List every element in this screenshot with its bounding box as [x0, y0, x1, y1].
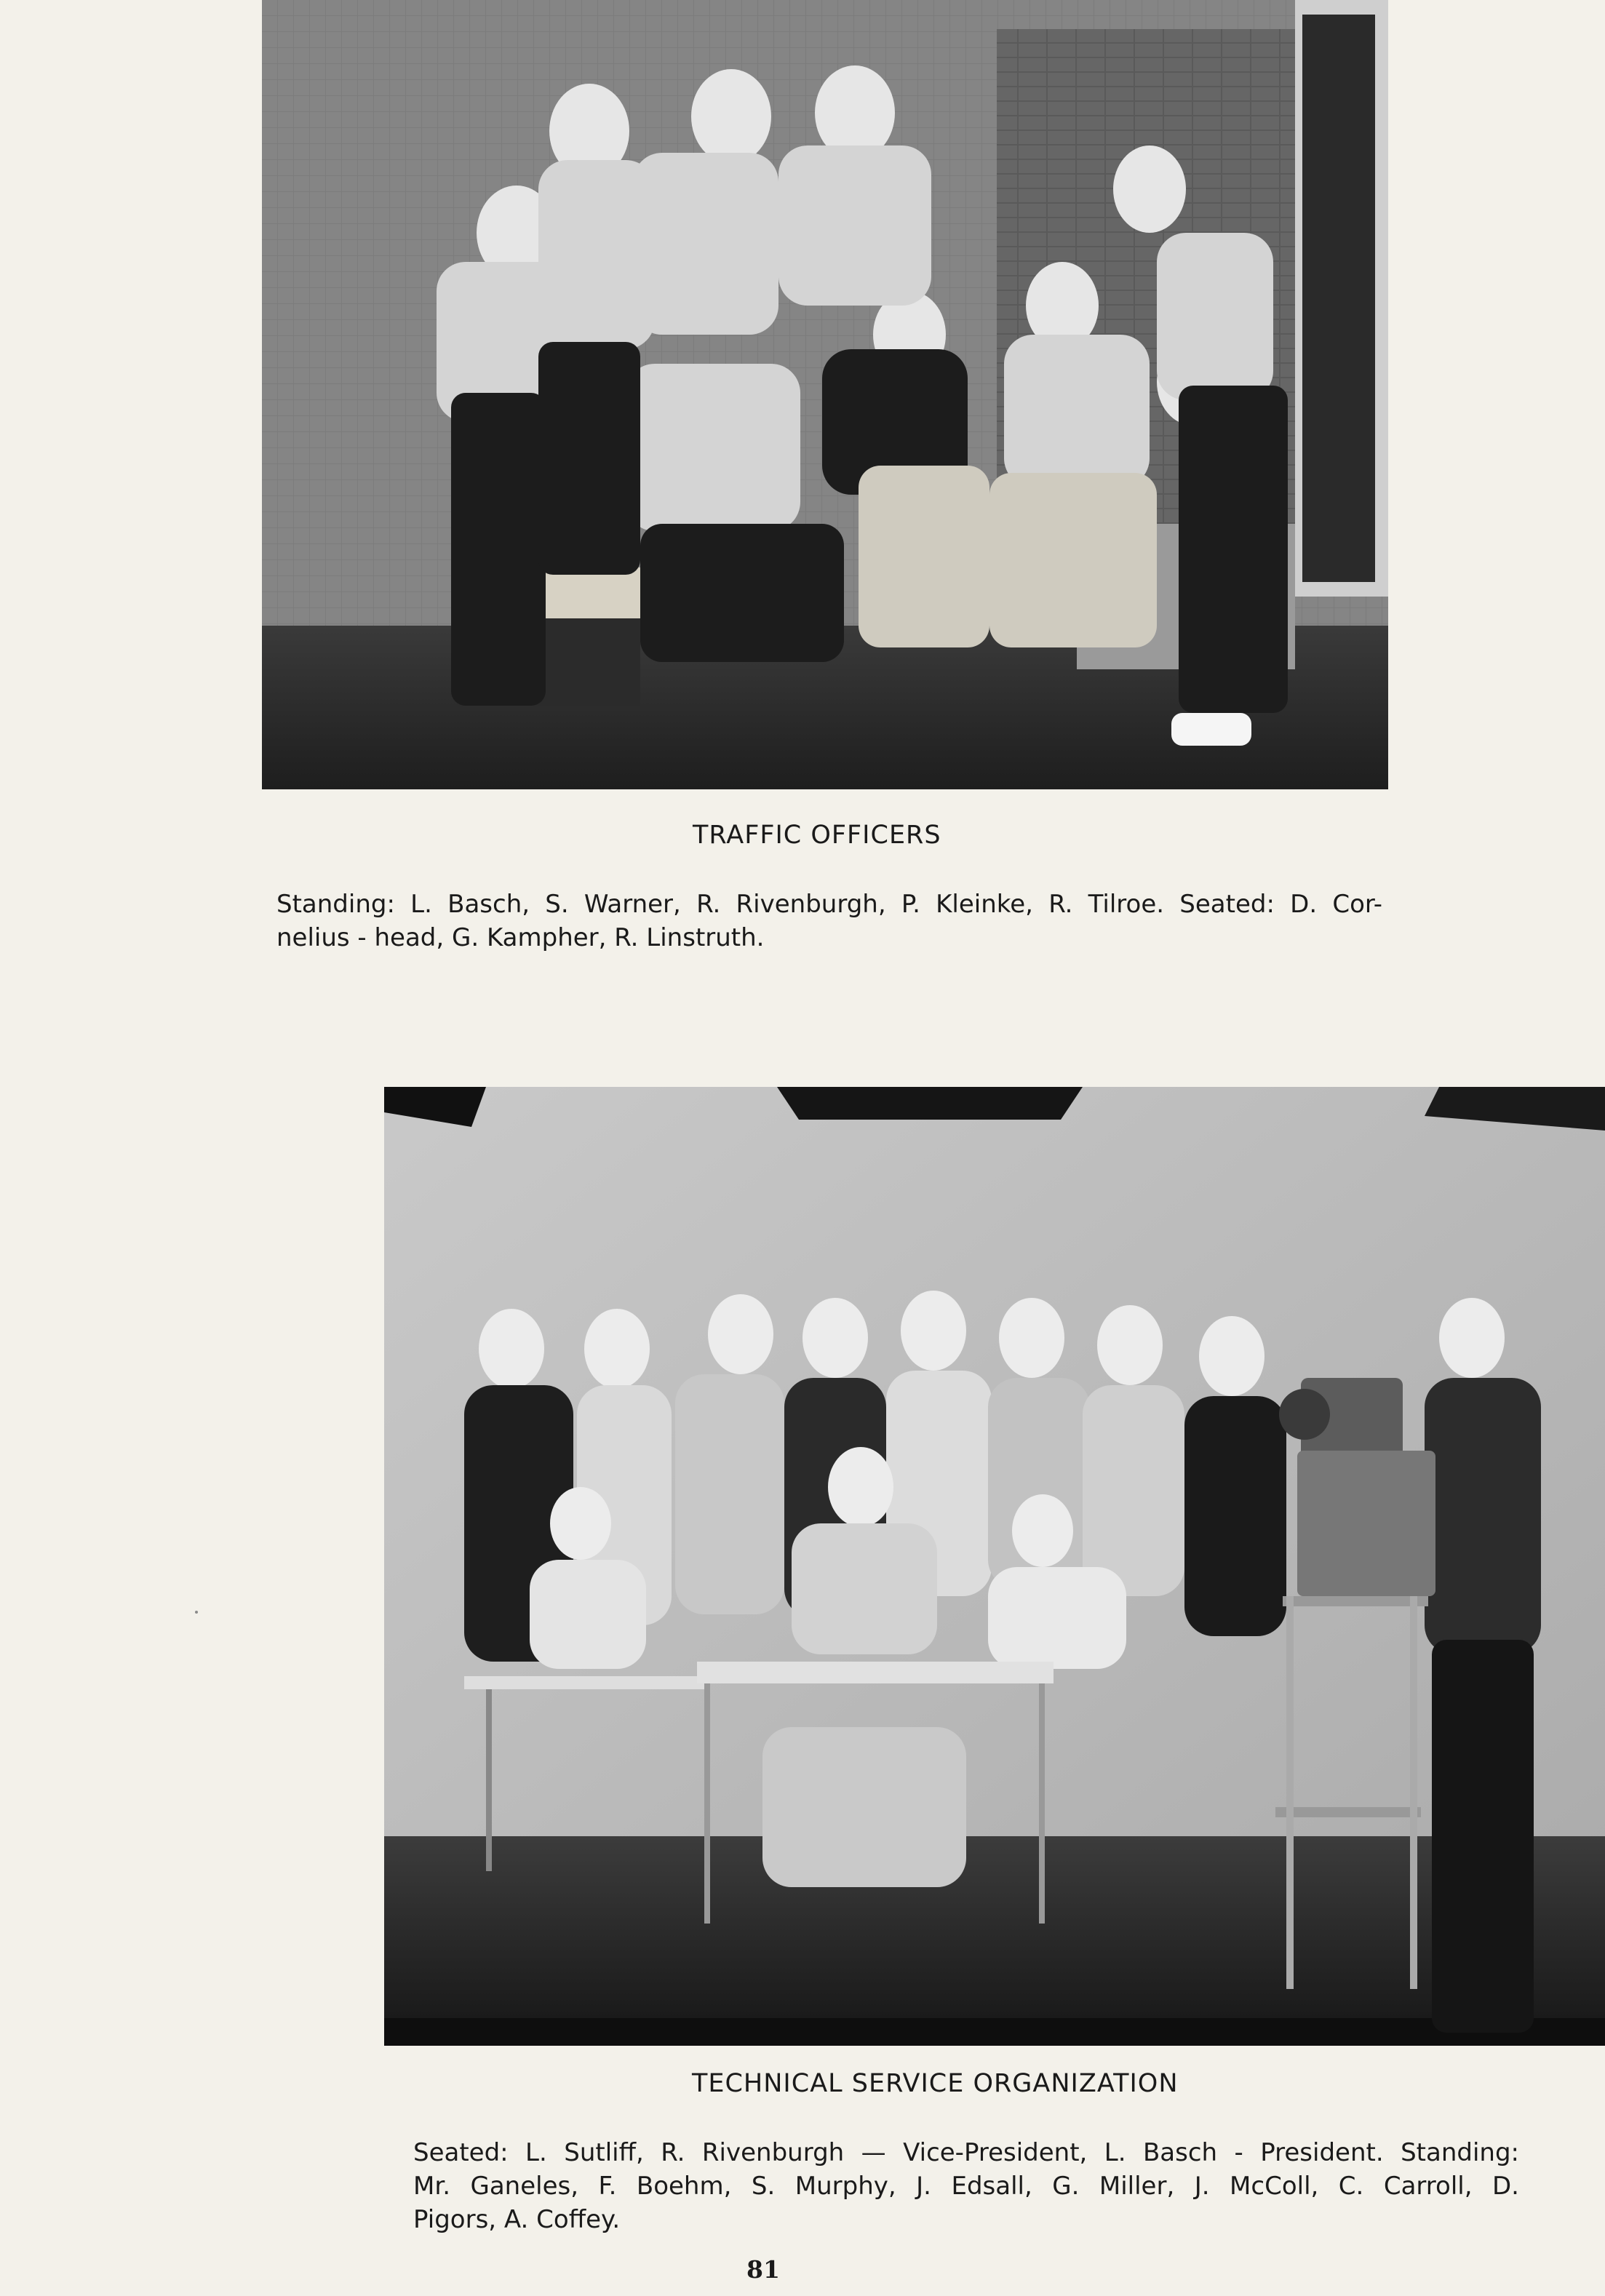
caption-technical-service-organization: [413, 2136, 1519, 2236]
caption-line: Seated: L. Sutliff, R. Rivenburgh — Vice-President, L. Basch - President. Standing:: [413, 2138, 1519, 2167]
caption-line: Pigors, A. Coffey.: [413, 2205, 621, 2234]
traffic-officers-photo-graphic: [262, 0, 1388, 789]
technical-service-organization-photo-graphic: [384, 1087, 1605, 2046]
section-heading-traffic-officers: TRAFFIC OFFICERS: [693, 821, 941, 850]
caption-line: nelius - head, G. Kampher, R. Linstruth.: [276, 923, 765, 952]
section-heading-technical-service-organization: TECHNICAL SERVICE ORGANIZATION: [692, 2069, 1179, 2098]
caption-traffic-officers: [276, 888, 1382, 954]
caption-line: Standing: L. Basch, S. Warner, R. Rivenburgh, P. Kleinke, R. Tilroe. Seated: D. Cor-: [276, 890, 1382, 919]
paper-speck: [195, 1611, 198, 1614]
caption-line: Mr. Ganeles, F. Boehm, S. Murphy, J. Edsall, G. Miller, J. McColl, C. Carroll, D.: [413, 2172, 1519, 2201]
technical-service-organization-photo: [384, 1087, 1605, 2046]
traffic-officers-photo: [262, 0, 1388, 789]
page-number: 81: [746, 2255, 780, 2284]
